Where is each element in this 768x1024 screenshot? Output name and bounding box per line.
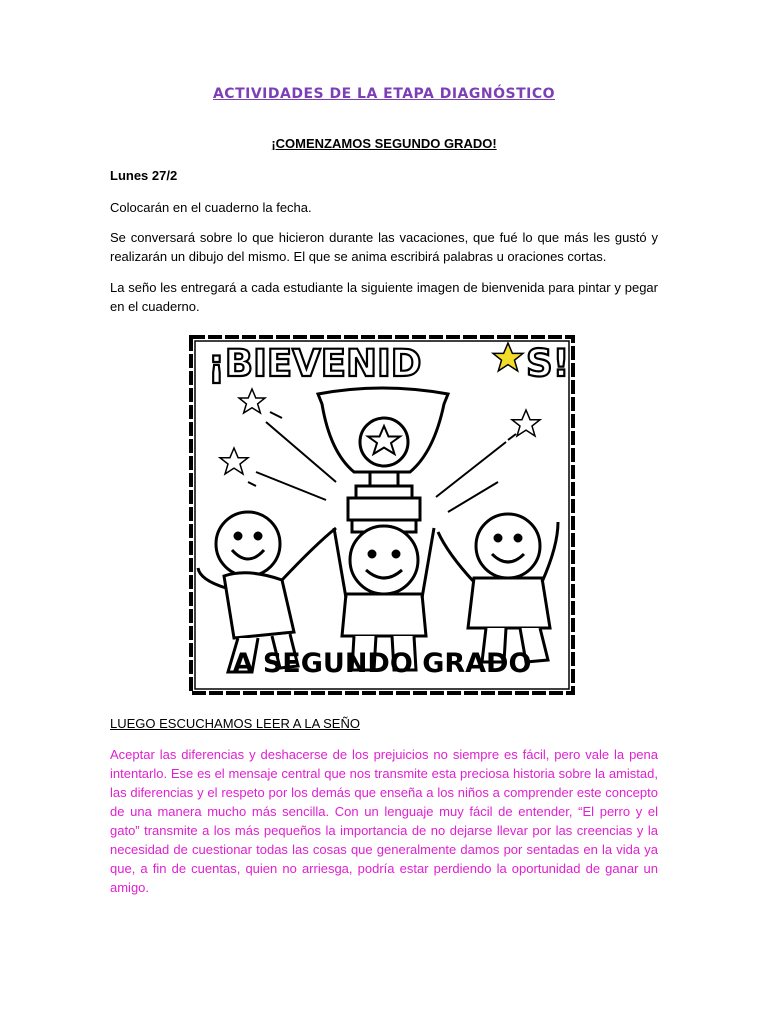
image-bottom-text: A SEGUNDO GRADO	[232, 648, 532, 679]
image-headline-start: ¡BIEVENID	[208, 342, 422, 385]
story-paragraph: Aceptar las diferencias y deshacerse de los prejuicios no siempre es fácil, pero vale la pena intentarlo. Ese es el mensaje central que nos transmite esta preciosa historia sobre la amistad, las diferencias y el respeto por los demás que enseña a los niños a comprender este concepto de una manera mucho más sencilla. Con un lenguaje muy fácil de entender, “El perro y el gato” transmite a los más pequeños la importancia de no dejarse llevar por las creencias y la necesidad de cuestionar todas las cosas que generalmente damos por sentadas en la vida ya que, a fin de cuentas, quien no arriesga, podría estar perdiendo la oportunidad de ganar un amigo.	[110, 747, 658, 895]
welcome-coloring-image	[186, 332, 578, 698]
section-heading: LUEGO ESCUCHAMOS LEER A LA SEÑO	[110, 716, 360, 731]
paragraph-vacation-talk: Se conversará sobre lo que hicieron durante las vacaciones, que fué lo que más les gustó y realizarán un dibujo del mismo. El que se anima escribirá palabras u oraciones cortas.	[110, 230, 658, 264]
paragraph-date-instruction: Colocarán en el cuaderno la fecha.	[110, 200, 312, 215]
paragraph-welcome-image: La seño les entregará a cada estudiante la siguiente imagen de bienvenida para pintar y pegar en el cuaderno.	[110, 280, 658, 314]
date-heading: Lunes 27/2	[110, 168, 178, 183]
document-subtitle: ¡COMENZAMOS SEGUNDO GRADO!	[271, 136, 497, 151]
document-title: ACTIVIDADES DE LA ETAPA DIAGNÓSTICO	[212, 86, 556, 102]
image-headline-end: S!	[526, 342, 570, 385]
